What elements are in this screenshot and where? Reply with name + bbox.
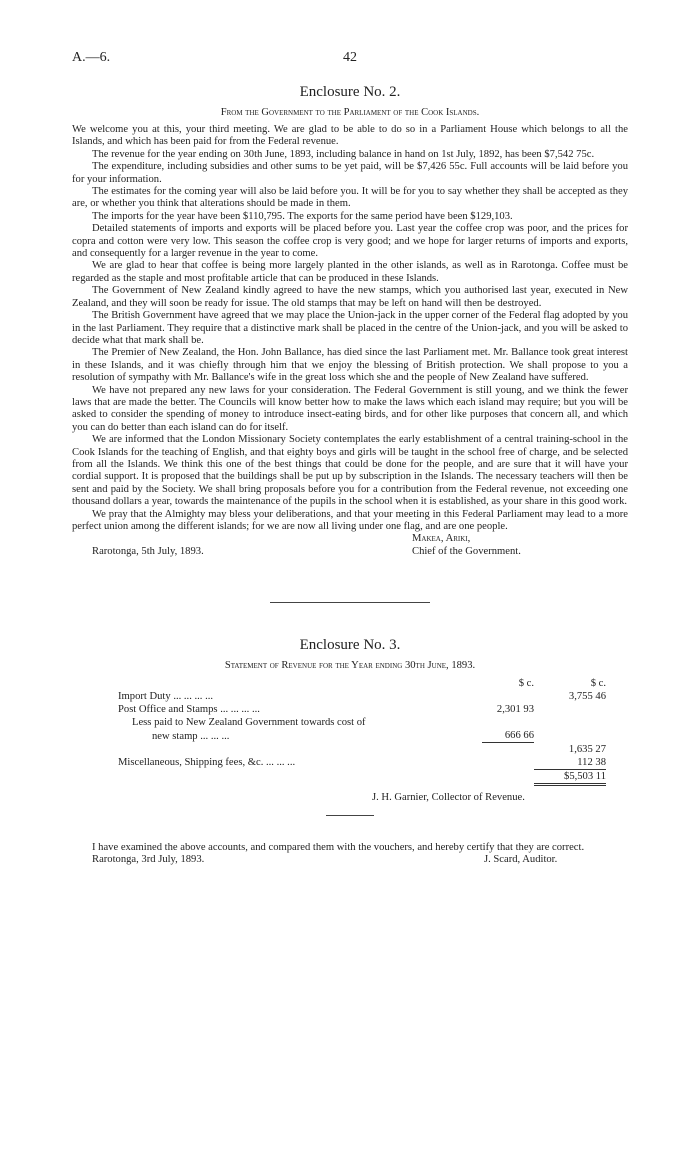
row-amount (534, 716, 606, 729)
row-amount (482, 716, 534, 729)
revenue-table (118, 677, 606, 786)
row-label: Less paid to New Zealand Government towards cost of (132, 717, 366, 729)
paragraph: The revenue for the year ending on 30th June, 1893, including balance in hand on 1st July, 1892, has been $7,542 75c. (92, 148, 595, 160)
signature-line (72, 533, 628, 545)
total-amount: $5,503 11 (534, 769, 606, 784)
section-divider (270, 602, 430, 603)
row-amount (482, 743, 534, 756)
paragraph: The Government of New Zealand kindly agreed to have the new stamps, which you authorised last year, executed in New Zealand, and they will soon be ready for issue. The old stamps that may be left on hand will then be destroyed. (72, 285, 628, 309)
table-row (118, 716, 606, 729)
table-header-row (118, 677, 606, 690)
row-label: Import Duty ... ... ... ... (118, 691, 214, 703)
table-row (118, 756, 606, 770)
column-header: $ c. (518, 678, 534, 690)
enclosure-3-title: Enclosure No. 3. (299, 637, 401, 654)
signature-line (72, 546, 628, 558)
row-amount (482, 690, 534, 703)
paragraph: The Premier of New Zealand, the Hon. John Ballance, has died since the last Parliament met. Mr. Ballance took great interest in these Islands, and it was chiefly through him that we enjoy the blessing of British protection. We shall propose to you a resolution of sympathy with Mr. Ballance's wife in the great loss which she and the people of New Zealand have suffered. (72, 347, 628, 384)
paragraph: We pray that the Almighty may bless your deliberations, and that your meeting in this Federal Parliament may lead to a more perfect union among the different islands; for we are now all living under one flag, and are one people. (72, 508, 628, 532)
row-amount: 2,301 93 (496, 704, 534, 716)
row-amount: 3,755 46 (568, 691, 606, 703)
row-amount (482, 756, 534, 770)
auditor-name: J. Scard, Auditor. (484, 854, 558, 866)
page-header (72, 50, 628, 72)
row-amount: 666 66 (482, 729, 534, 743)
enclosure-2-title: Enclosure No. 2. (299, 84, 401, 100)
total-row (118, 769, 606, 784)
signature-line (72, 854, 628, 866)
paragraph: The estimates for the coming year will also be laid before you. It will be for you to say whether they shall be accepted as they are, or whether you think that alterations should be made in them. (72, 186, 628, 210)
row-amount (534, 729, 606, 743)
paragraph: We are glad to hear that coffee is being more largely planted in the other islands, as well as in Rarotonga. Coffee must be regarded as the staple and most profitable article that can be produced in these Islands. (72, 260, 628, 284)
row-label: Post Office and Stamps ... ... ... ... (118, 704, 260, 716)
document-page (72, 50, 628, 866)
column-header: $ c. (590, 678, 606, 690)
enclosure-2-body (72, 124, 628, 558)
paragraph: The expenditure, including subsidies and other sums to be yet paid, will be $7,426 55c. Full accounts will be laid before you for your information. (72, 161, 628, 185)
document-reference: A.—6. (72, 50, 111, 65)
paragraph: We are informed that the London Missionary Society contemplates the early establishment of a central training-school in the Cook Islands for the teaching of English, and that eighty boys and girls will be taught in the school free of charge, and be selected from all the Islands. We think this one of the best things that could be done for the people, and are sure that it will have your cordial support. It is proposed that the buildings shall be put up by subscription in the Islands. The necessary teachers will then be sent and paid by the Society. We shall bring proposals before you for a contribution from the Federal revenue, not exceeding one thousand dollars a year, towards the maintenance of the pupils in the school when it is established, as your share in this good work. (72, 434, 628, 508)
paragraph: We have not prepared any new laws for your consideration. The Federal Government is still young, and we think the fewer laws that are made the better. The Councils will know better how to make the laws which each island may require; but you will be asked to consider the spending of money to introduce insect-eating birds, and for other like purposes that concern all, and which you can do better than each island can do for itself. (72, 384, 628, 433)
table-row (118, 729, 606, 743)
row-label: new stamp ... ... ... (152, 730, 230, 742)
table-row (118, 690, 606, 703)
paragraph: The British Government have agreed that we may place the Union-jack in the upper corner of the Federal flag adopted by you in the last Parliament. They require that a distinctive mark shall be placed in the centre of the Union-jack, and you will be asked to decide what that mark shall be. (72, 310, 628, 346)
row-label (118, 743, 482, 756)
page-number: 42 (343, 50, 357, 65)
certification-text: I have examined the above accounts, and compared them with the vouchers, and hereby certify that they are correct. (92, 841, 585, 853)
signatory-name: Makea, Ariki, (412, 533, 471, 545)
table-row (118, 703, 606, 716)
paragraph: We welcome you at this, your third meeting. We are glad to be able to do so in a Parliament House which belongs to all the Islands, and which has been paid for from the Federal revenue. (72, 124, 628, 148)
place-date: Rarotonga, 5th July, 1893. (92, 545, 204, 557)
section-divider (326, 815, 374, 816)
table-row (118, 743, 606, 756)
place-date: Rarotonga, 3rd July, 1893. (92, 854, 205, 866)
auditor-certification (72, 842, 628, 867)
statement-title: Statement of Revenue for the Year ending 30th June, 1893. (224, 660, 476, 672)
collector-signature: J. H. Garnier, Collector of Revenue. (372, 791, 525, 803)
row-amount: 112 38 (534, 756, 606, 770)
signatory-title: Chief of the Government. (412, 545, 521, 557)
enclosure-2-subtitle: From the Government to the Parliament of the Cook Islands. (220, 107, 480, 118)
paragraph: Detailed statements of imports and exports will be placed before you. Last year the coffee crop was poor, and the prices for copra and cotton were very low. This season the coffee crop is very good; and we hope for larger returns of imports and exports, and consequently for a larger revenue in the year to come. (72, 223, 628, 260)
row-amount (534, 703, 606, 716)
row-label: Miscellaneous, Shipping fees, &c. ... ... ... (118, 757, 296, 769)
row-amount: 1,635 27 (568, 743, 606, 755)
paragraph: The imports for the year have been $110,795. The exports for the same period have been $129,103. (92, 210, 513, 222)
